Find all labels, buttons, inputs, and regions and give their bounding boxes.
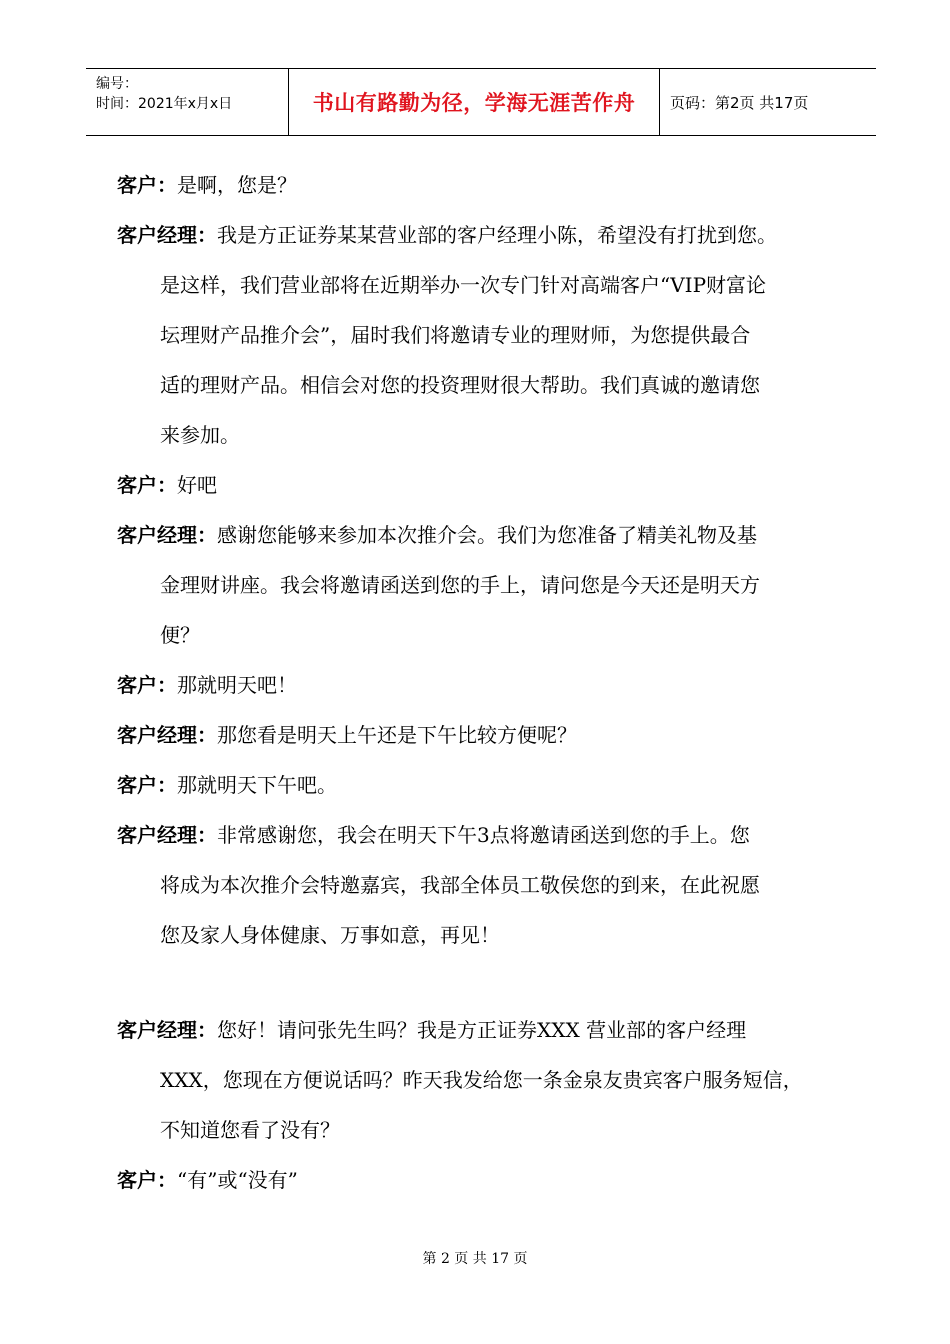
number-label: 编号： (96, 76, 138, 92)
dialog-entry (117, 460, 877, 510)
dialog-line: 将成为本次推介会特邀嘉宾，我部全体员工敬侯您的到来，在此祝愿 (160, 873, 760, 897)
dialog-entry (117, 160, 877, 210)
speaker-label: 客户经理： (117, 1018, 217, 1042)
dialog-entry (117, 1155, 877, 1205)
dialog-line: 非常感谢您，我会在明天下午3点将邀请函送到您的手上。您 (217, 823, 750, 847)
dialog-body (117, 160, 877, 1205)
dialog-entry (117, 810, 877, 960)
document-header (86, 68, 876, 136)
page-code: 页码：第2页 共17页 (670, 93, 809, 112)
dialog-entry (117, 710, 877, 760)
dialog-line: 便？ (160, 623, 200, 647)
speaker-label: 客户经理： (117, 823, 217, 847)
motto: 书山有路勤为径，学海无涯苦作舟 (312, 91, 636, 115)
header-meta (86, 69, 288, 135)
dialog-line: 您及家人身体健康、万事如意，再见！ (160, 923, 500, 947)
dialog-line: 那就明天吧！ (177, 673, 297, 697)
dialog-line: 是这样，我们营业部将在近期举办一次专门针对高端客户“VIP财富论 (160, 273, 767, 297)
time-label: 时间：2021年x月x日 (96, 96, 233, 112)
speaker-label: 客户经理： (117, 523, 217, 547)
speaker-label: 客户： (117, 673, 177, 697)
page-footer: 第 2 页 共 17 页 (422, 1251, 528, 1267)
dialog-line: 我是方正证券某某营业部的客户经理小陈，希望没有打扰到您。 (217, 223, 777, 247)
section-gap (117, 960, 877, 1005)
speaker-label: 客户： (117, 773, 177, 797)
header-page-cell (660, 69, 876, 135)
dialog-line: 坛理财产品推介会”，届时我们将邀请专业的理财师，为您提供最合 (160, 323, 751, 347)
dialog-line: 您好！请问张先生吗？我是方正证券XXX 营业部的客户经理 (217, 1018, 747, 1042)
dialog-entry (117, 510, 877, 660)
dialog-line: 那您看是明天上午还是下午比较方便呢？ (217, 723, 577, 747)
dialog-line: 适的理财产品。相信会对您的投资理财很大帮助。我们真诚的邀请您 (160, 373, 760, 397)
dialog-line: “有”或“没有” (177, 1168, 298, 1192)
dialog-line: 感谢您能够来参加本次推介会。我们为您准备了精美礼物及基 (217, 523, 757, 547)
speaker-label: 客户经理： (117, 223, 217, 247)
speaker-label: 客户经理： (117, 723, 217, 747)
dialog-line: XXX，您现在方便说话吗？昨天我发给您一条金泉友贵宾客户服务短信， (160, 1068, 803, 1092)
speaker-label: 客户： (117, 1168, 177, 1192)
dialog-entry (117, 760, 877, 810)
dialog-line: 好吧 (177, 473, 217, 497)
dialog-line: 不知道您看了没有？ (160, 1118, 340, 1142)
header-motto-cell (288, 69, 660, 135)
dialog-line: 来参加。 (160, 423, 240, 447)
speaker-label: 客户： (117, 473, 177, 497)
speaker-label: 客户： (117, 173, 177, 197)
dialog-line: 是啊，您是？ (177, 173, 297, 197)
dialog-entry (117, 210, 877, 460)
dialog-line: 金理财讲座。我会将邀请函送到您的手上，请问您是今天还是明天方 (160, 573, 760, 597)
dialog-entry (117, 660, 877, 710)
dialog-entry (117, 1005, 877, 1155)
dialog-line: 那就明天下午吧。 (177, 773, 337, 797)
